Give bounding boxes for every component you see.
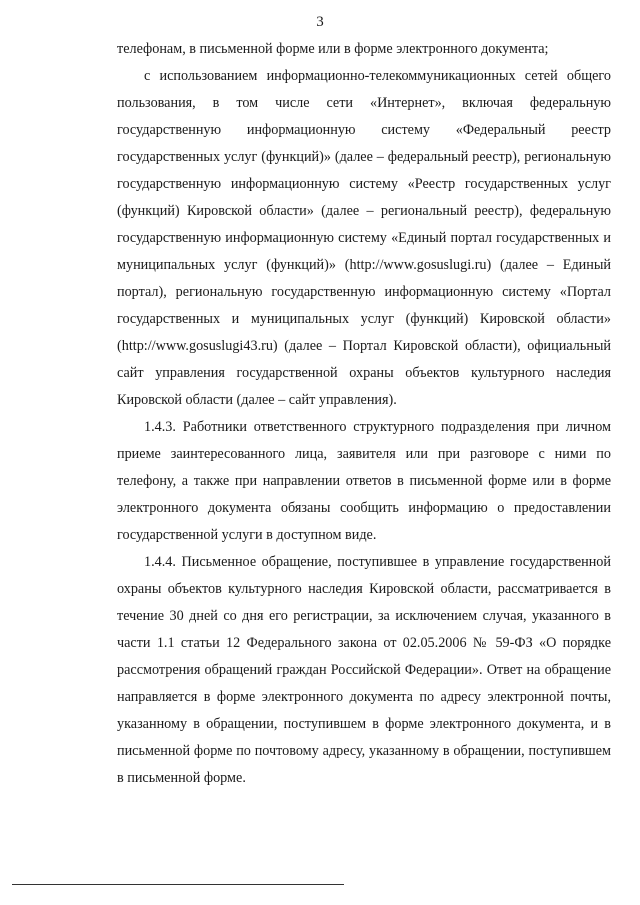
paragraph-1-4-3: 1.4.3. Работники ответственного структурного подразделения при личном приеме заинтересованного лица, заявителя или при разговоре с ними по телефону, а также при направлении ответов в письменной форме или в форме электронного документа обязаны сообщить информацию о предоставлении государственной услуги в доступном виде. <box>117 419 611 543</box>
page-number: 3 <box>316 14 324 30</box>
footer-divider <box>12 884 344 885</box>
document-body <box>117 36 611 792</box>
paragraph-continuation: телефонам, в письменной форме или в форме электронного документа; <box>117 41 549 57</box>
paragraph-1-4-4: 1.4.4. Письменное обращение, поступившее в управление государственной охраны объектов культурного наследия Кировской области, рассматривается в течение 30 дней со дня его регистрации, за исключением случая, указанного в части 1.1 статьи 12 Федерального закона от 02.05.2006 № 59-ФЗ «О порядке рассмотрения обращений граждан Российской Федерации». Ответ на обращение направляется в форме электронного документа по адресу электронной почты, указанному в обращении, поступившем в форме электронного документа, и в письменной форме по почтовому адресу, указанному в обращении, поступившем в письменной форме. <box>117 554 611 786</box>
paragraph-internet-channels: с использованием информационно-телекоммуникационных сетей общего пользования, в том числе сети «Интернет», включая федеральную государственную информационную систему «Федеральный реестр государственных услуг (функций)» (далее – федеральный реестр), региональную государственную информационную систему «Реестр государственных услуг (функций) Кировской области» (далее – региональный реестр), федеральную государственную информационную систему «Единый портал государственных и муниципальных услуг (функций)» (http://www.gosuslugi.ru) (далее – Единый портал), региональную государственную информационную систему «Портал государственных и муниципальных услуг (функций) Кировской области» (http://www.gosuslugi43.ru) (далее – Портал Кировской области), официальный сайт управления государственной охраны объектов культурного наследия Кировской области (далее – сайт управления). <box>117 68 611 408</box>
